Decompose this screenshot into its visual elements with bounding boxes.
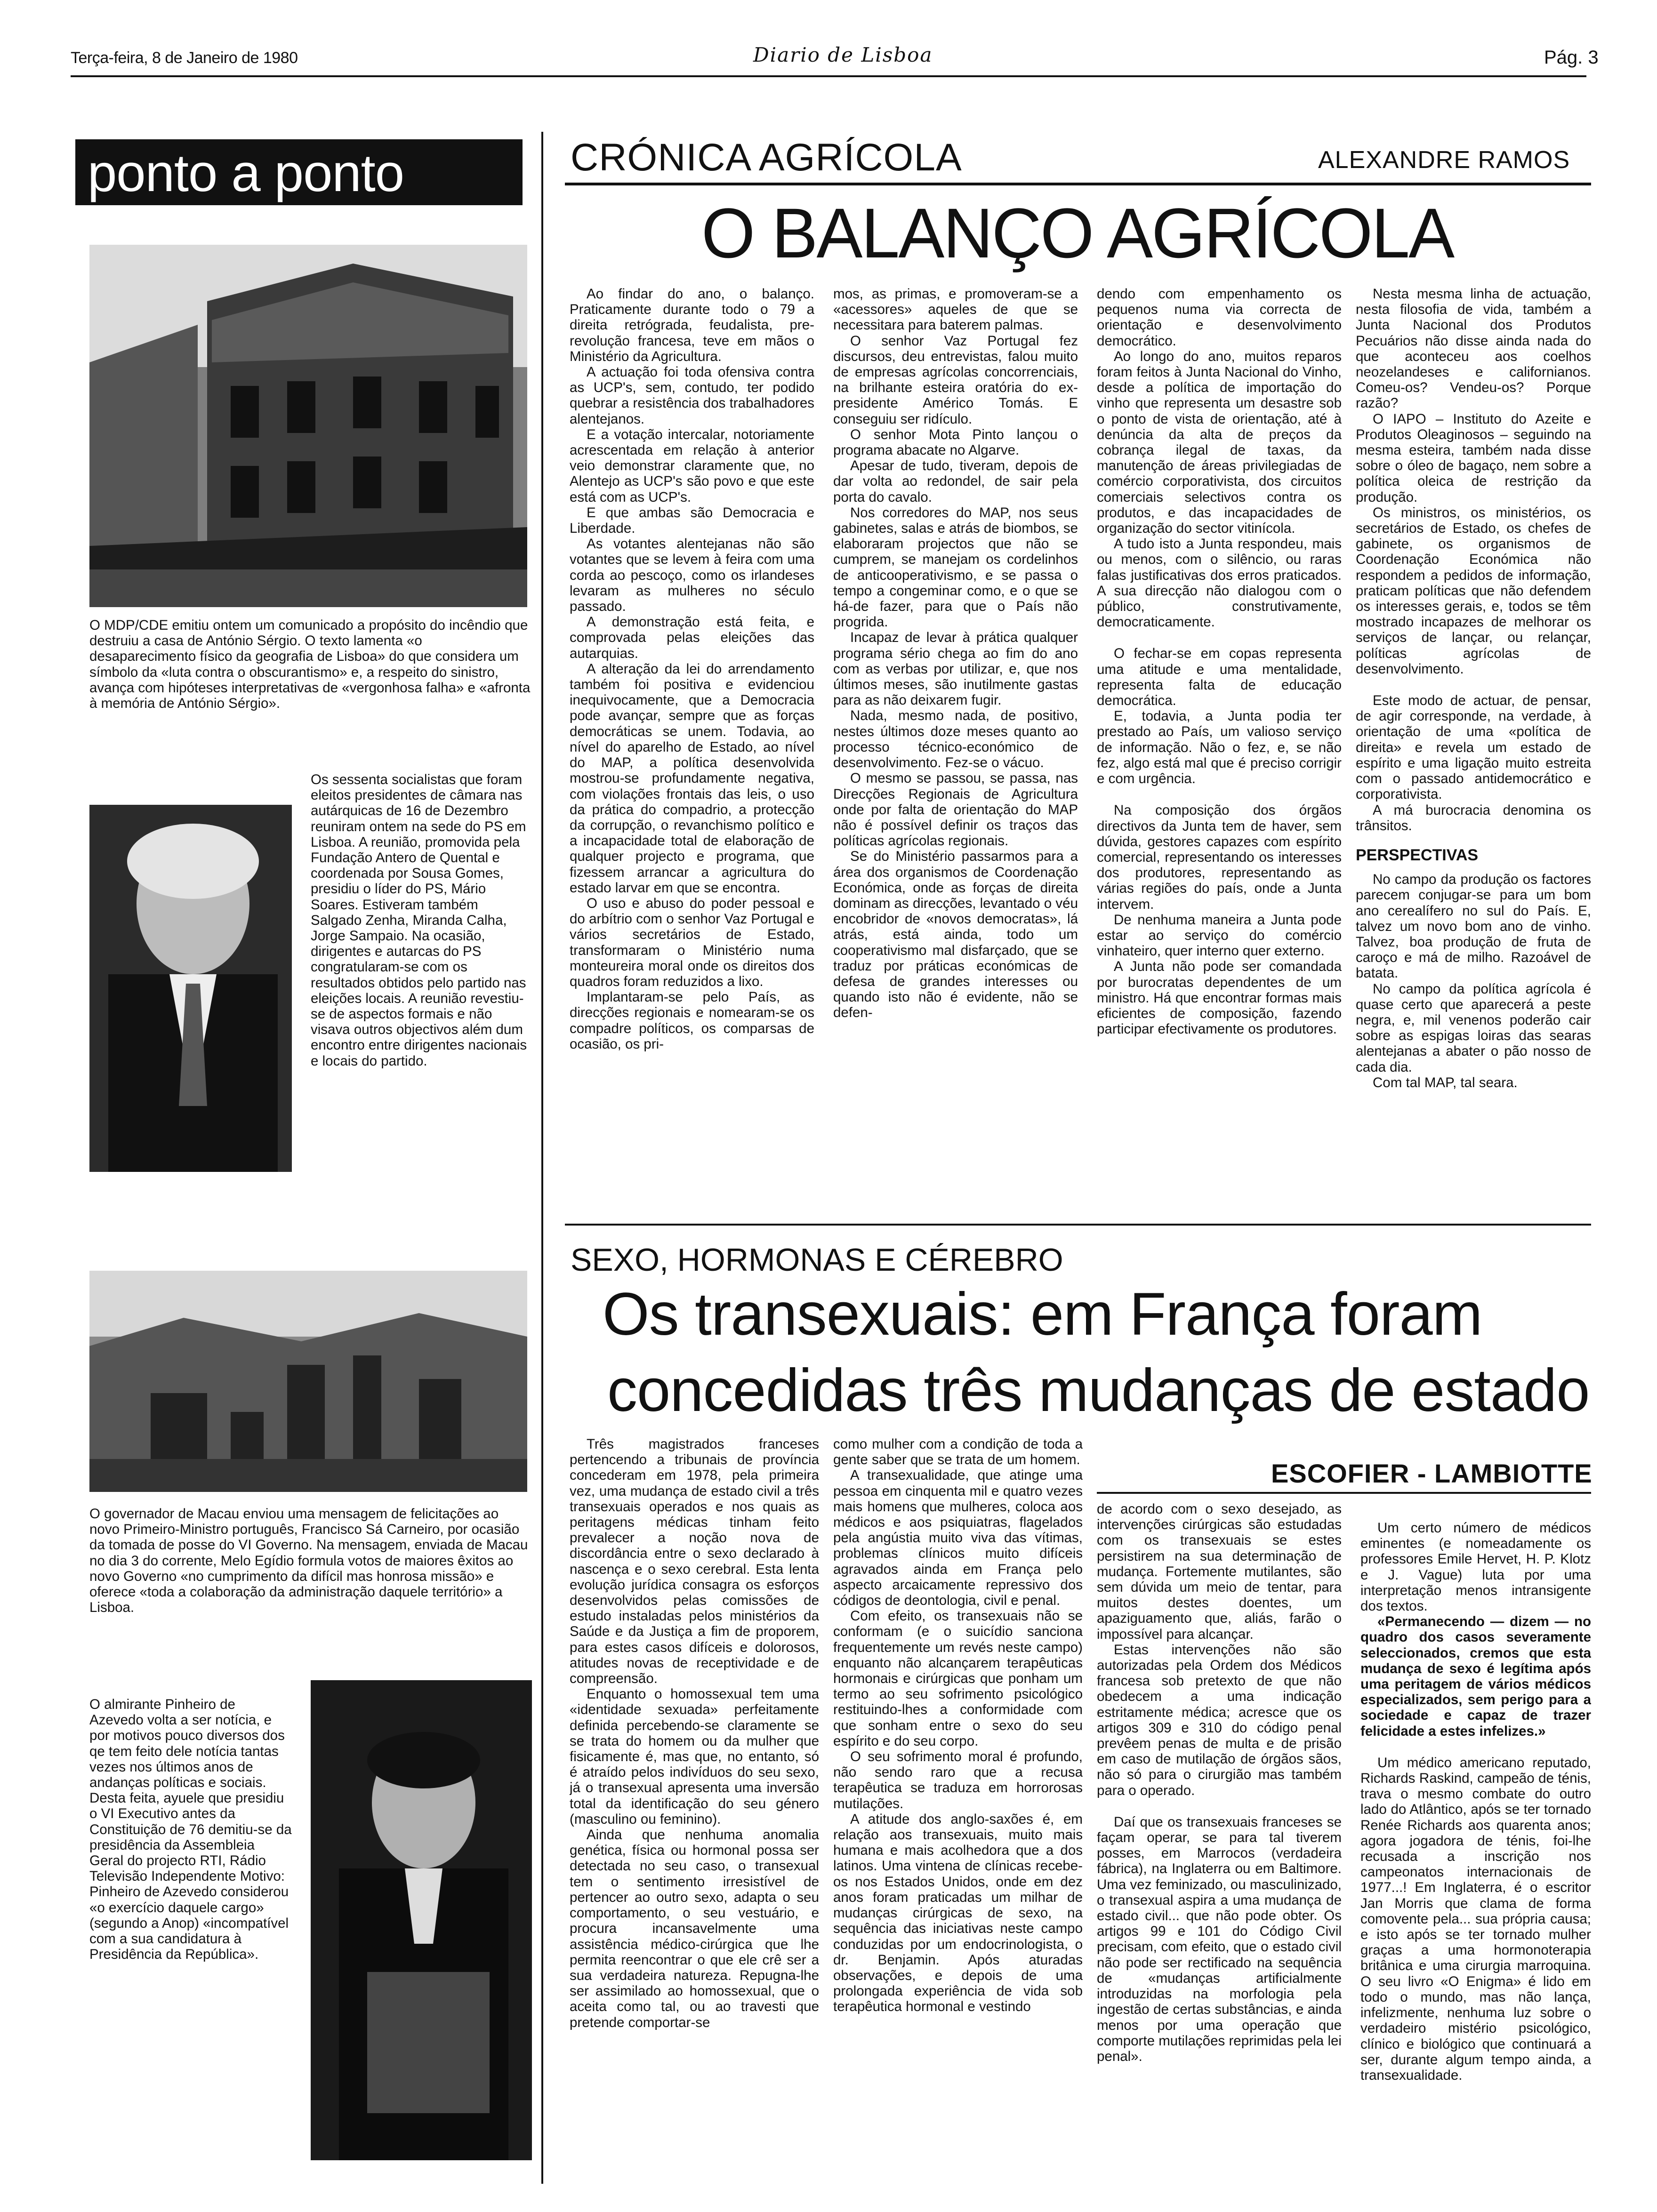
masthead-rule	[71, 75, 1586, 77]
paragraph: A alteração da lei do arrendamento também foi positiva e evidenciou inequivocamente, que a Democracia pode avançar, sempre que as forças democráticas se unem. Todavia, ao nível do aparelho de Estado, ao nível do MAP, a política desenvolvida mostrou-se profundamente negativa, com violações frontais das leis, o uso da prática do compadrio, a protecção da corrupção, o revanchismo político e a incapacidade total de elaboração de qualquer projecto e programa, que fizessem arrancar a agricultura do estado larvar em que se encontra.	[570, 661, 814, 896]
paragraph: Daí que os transexuais franceses se façam operar, se para tal tiverem posses, em Marrocos (verdadeira fábrica), na Inglaterra ou em Baltimore. Uma vez feminizado, ou masculinizado, o transexual aspira a uma mudança de estado civil... que não pode obter. Os artigos 99 e 101 do Código Civil precisam, com efeito, que o estado civil não pode ser rectificado na sequência de «mudanças artificialmente introduzidas na morfologia pela ingestão de certas substâncias, e ainda menos por uma operação que comporte mutilações reprimidas pela lei penal».	[1097, 1814, 1342, 2064]
paragraph: Enquanto o homossexual tem uma «identidade sexuada» perfeitamente definida percebendo-se claramente se se trata do homem ou da mulher que fisicamente é, mas que, no entanto, só é atraído pelos indivíduos do seu sexo, já o transexual apresenta uma inversão total da identificação do seu género (masculino ou feminino).	[570, 1686, 819, 1827]
cronica-author: ALEXANDRE RAMOS	[1318, 146, 1570, 174]
house-photo	[89, 245, 527, 607]
trans-headline-line-2: concedidas três mudanças de estado	[607, 1357, 1590, 1424]
cronica-kicker-rule	[565, 183, 1591, 185]
paragraph: O mesmo se passou, se passa, nas Direcções Regionais de Agricultura onde por falta de orientação do MAP não é possível definir os traços das políticas agrícolas regionais.	[833, 770, 1078, 849]
paragraph: A Junta não pode ser comandada por burocratas dependentes de um ministro. Há que encontrar formas mais eficientes de composição, fazendo participar efectivamente os produtores.	[1097, 959, 1342, 1037]
column-divider-left	[541, 132, 543, 2184]
paragraph: mos, as primas, e promoveram-se a «acessores» aqueles de que se necessitara para baterem palmas.	[833, 286, 1078, 333]
trans-author: ESCOFIER - LAMBIOTTE	[1271, 1459, 1593, 1488]
paragraph: Implantaram-se pelo País, as direcções regionais e nomearam-se os compadre políticos, os comparsas de ocasião, os pri-	[570, 989, 814, 1052]
paragraph: De nenhuma maneira a Junta pode estar ao serviço do comércio vinhateiro, quer interno quer externo.	[1097, 912, 1342, 959]
page-number: Pág. 3	[1544, 47, 1599, 68]
masthead-date: Terça-feira, 8 de Janeiro de 1980	[71, 49, 298, 67]
trans-column-1	[570, 1436, 819, 2175]
paragraph: Este modo de actuar, de pensar, de agir corresponde, na verdade, à orientação de uma «política de direita» e revela um estado de espírito e uma ligação muito estreita com o passado antidemocrático e corporativista.	[1356, 693, 1591, 802]
paragraph: Três magistrados franceses pertencendo a tribunais de província concederam em 1978, pela primeira vez, uma mudança de estado civil a três transexuais operados e nos quais as peritagens médicas tinham feito prevalecer a noção nova de discordância entre o sexo declarado à nascença e o sexo cerebral. Esta lenta evolução jurídica consagra os esforços desenvolvidos pelas comissões de estudo instaladas pelos ministérios da Saúde e da Justiça a fim de proporem, para estes casos difíceis e dolorosos, atitudes novas de receptividade e de compreensão.	[570, 1436, 819, 1687]
paragraph: A má burocracia denomina os trânsitos.	[1356, 802, 1591, 834]
paragraph: Ao findar do ano, o balanço. Praticamente durante todo o 79 a direita retrógrada, feudalista, pre-revolução francesa, teve em mãos o Ministério da Agricultura.	[570, 286, 814, 364]
paragraph: dendo com empenhamento os pequenos numa via correcta de orientação e desenvolvimento democrático.	[1097, 286, 1342, 349]
paragraph: Nada, mesmo nada, de positivo, nestes últimos doze meses quanto ao processo técnico-económico de desenvolvimento. Fez-se o vácuo.	[833, 708, 1078, 771]
paragraph: E, todavia, a Junta podia ter prestado ao País, um valioso serviço de informação. Não o fez, e, se não fez, algo está mal que é preciso corrigir e com urgência.	[1097, 708, 1342, 787]
paragraph: Com efeito, os transexuais não se conformam (e o suicídio sanciona frequentemente um revés neste campo) enquanto não alcançarem terapêuticas hormonais e cirúrgicas que ponham um termo ao seu sofrimento psicológico restituindo-lhes a conformidade com que sonham entre o sexo do seu espírito e do seu corpo.	[833, 1608, 1083, 1749]
trans-kicker: SEXO, HORMONAS E CÉREBRO	[571, 1242, 1063, 1278]
ponto-header-title: ponto a ponto	[88, 144, 404, 202]
macau-photo	[89, 1271, 527, 1492]
paragraph: No campo da produção os factores parecem conjugar-se para um bom ano cerealífero no sul do País. E, talvez um novo bom ano de vinho. Talvez, boa produção de fruta de caroço e má de milho. Razoável de batata.	[1356, 872, 1591, 981]
paragraph: Os ministros, os ministérios, os secretários de Estado, os chefes de gabinete, os organismos de Coordenação Económica não respondem a pedidos de informação, praticam políticas que não defendem os interesses gerais, e, todos se têm mostrado incapazes de melhorar os serviços de lançar, ou relançar, políticas agrícolas de desenvolvimento.	[1356, 505, 1591, 677]
cronica-kicker: CRÓNICA AGRÍCOLA	[571, 136, 962, 179]
paragraph: Apesar de tudo, tiveram, depois de dar volta ao redondel, de sair pela porta do cavalo.	[833, 458, 1078, 505]
ponto-header-box	[75, 139, 523, 205]
paragraph: Um certo número de médicos eminentes (e nomeadamente os professores Emile Hervet, H. P. Klotz e J. Vague) luta por uma interpretação menos intransigente dos textos.	[1360, 1520, 1591, 1614]
paragraph: O fechar-se em copas representa uma atitude e uma mentalidade, representa falta de educação democrática.	[1097, 646, 1342, 709]
trans-author-rule	[1097, 1492, 1591, 1494]
cronica-column-4	[1356, 286, 1591, 1232]
paragraph: Nos corredores do MAP, nos seus gabinetes, salas e atrás de biombos, se elaboraram projectos que não se cumprem, se manejam os cordelinhos de anticooperativismo, e se passa o tempo a congeminar como, e o que se há-de fazer, para que o País não progrida.	[833, 505, 1078, 630]
trans-column-2	[833, 1436, 1083, 2175]
perspectivas-subhead: PERSPECTIVAS	[1356, 846, 1479, 864]
paragraph: A actuação foi toda ofensiva contra as UCP's, sem, contudo, ter podido quebrar a resistência dos trabalhadores alentejanos.	[570, 364, 814, 427]
ponto-caption-1: O MDP/CDE emitiu ontem um comunicado a propósito do incêndio que destruiu a casa de António Sérgio. O texto lamenta «o desaparecimento físico da geografia de Lisboa» do que considera um símbolo da «luta contra o obscurantismo» e, a respeito do sinistro, avança com hipóteses interpretativas de «vergonhosa falha» e «afronta à memória de António Sérgio».	[89, 617, 531, 712]
paragraph: Se do Ministério passarmos para a área dos organismos de Coordenação Económica, onde as forças de direita dominam as direcções, levantado o véu encobridor de «novos democratas», lá atrás, está ainda, todo um cooperativismo mal disfarçado, que se traduz por práticas económicas de defesa de grandes interesses ou quando isto não é evidente, não se defen-	[833, 849, 1078, 1021]
paragraph: Ainda que nenhuma anomalia genética, física ou hormonal possa ser detectada no seu caso, o transexual tem o sentimento irresistível de pertencer ao outro sexo, adapta o seu comportamento, o seu vestuário, e procura incansavelmente uma assistência médico-cirúrgica que lhe permita reencontrar o que ele crê ser a sua verdadeira natureza. Repugna-lhe ser assimilado ao homossexual, que o aceita como tal, ou ao travesti que pretende comportar-se	[570, 1827, 819, 2030]
paragraph: Ao longo do ano, muitos reparos foram feitos à Junta Nacional do Vinho, desde a política de importação do vinho que representa um desastre sob o ponto de vista de orientação, até à denúncia da alta de preços da cobrança ilegal de taxas, da manutenção de áreas privilegiadas de comércio corporativista, dos circuitos comerciais selectivos contra os produtos, e das incapacidades de organização do sector vitinícola.	[1097, 348, 1342, 537]
paragraph: As votantes alentejanas não são votantes que se levem à feira com uma corda ao pescoço, como os irlandeses levaram as mulheres no século passado.	[570, 536, 814, 615]
paragraph: E a votação intercalar, notoriamente acrescentada em relação à anterior veio demonstrar claramente que, no Alentejo as UCP's são povo e que este está com as UCP's.	[570, 426, 814, 505]
ponto-caption-2: Os sessenta socialistas que foram eleitos presidentes de câmara nas autárquicas de 16 de Dezembro reuniram ontem na sede do PS em Lisboa. A reunião, promovida pela Fundação Antero de Quental e coordenada por Sousa Gomes, presidiu o líder do PS, Mário Soares. Estiveram também Salgado Zenha, Miranda Calha, Jorge Sampaio. Na ocasião, dirigentes e autarcas do PS congratularam-se com os resultados obtidos pelo partido nas eleições locais. A reunião revestiu-se de aspectos formais e não visava outros objectivos além dum encontro entre dirigentes nacionais e locais do partido.	[311, 772, 527, 1069]
pinheiro-azevedo-photo	[311, 1680, 532, 2160]
trans-column-3	[1097, 1501, 1342, 2174]
ponto-caption-3: O governador de Macau enviou uma mensagem de felicitações ao novo Primeiro-Ministro português, Francisco Sá Carneiro, por ocasião da tomada de posse do VI Governo. Na mensagem, enviada de Macau no dia 3 do corrente, Melo Egídio formula votos de maiores êxitos ao novo Governo «no cumprimento da difícil mas honrosa missão» e oferece «toda a colaboração da administração daquele território» a Lisboa.	[89, 1506, 528, 1616]
paragraph: A demonstração está feita, e comprovada pelas eleições das autarquias.	[570, 614, 814, 661]
paragraph: Estas intervenções não são autorizadas pela Ordem dos Médicos francesa sob pretexto de que não obedecem a uma indicação estritamente médica; acresce que os artigos 309 e 310 do código penal prevêem penas de multa e de prisão em caso de mutilação de órgãos sãos, não só para o cirurgião mas também para o operado.	[1097, 1642, 1342, 1798]
paragraph: como mulher com a condição de toda a gente saber que se trata de um homem.	[833, 1436, 1083, 1468]
paragraph: E que ambas são Democracia e Liberdade.	[570, 505, 814, 537]
paragraph: O seu sofrimento moral é profundo, não sendo raro que a recusa terapêutica se traduza em horrorosas mutilações.	[833, 1749, 1083, 1811]
trans-headline-line-1: Os transexuais: em França foram	[603, 1281, 1482, 1348]
trans-column-4	[1360, 1520, 1591, 2174]
paragraph: Com tal MAP, tal seara.	[1373, 1074, 1518, 1090]
paragraph: Na composição dos órgãos directivos da Junta tem de haver, sem dúvida, gestores capazes com espírito comercial, representando os interesses dos produtores, representando as várias regiões do país, onde a Junta intervem.	[1097, 802, 1342, 912]
paragraph: Incapaz de levar à prática qualquer programa sério chega ao fim do ano com as verbas por utilizar, e, que nos últimos meses, são inutilmente gastas para as não deixarem fugir.	[833, 630, 1078, 708]
paragraph: O senhor Vaz Portugal fez discursos, deu entrevistas, falou muito de empresas agrícolas concorrenciais, na brilhante esteira oratória do ex-presidente Américo Tomás. E conseguiu ser ridículo.	[833, 333, 1078, 427]
section-divider	[565, 1224, 1591, 1226]
cronica-column-2	[833, 286, 1078, 1232]
ponto-caption-4: O almirante Pinheiro de Azevedo volta a ser notícia, e por motivos pouco diversos dos qe tem feito dele notícia tantas vezes nos últimos anos de andanças políticas e sociais. Desta feita, ayuele que presidiu o VI Executivo antes da Constituição de 76 demitiu-se da presidência da Assembleia Geral do projecto RTI, Rádio Televisão Independente Motivo: Pinheiro de Azevedo considerou «o exercício daquele cargo» (segundo a Anop) «incompatível com a sua candidatura à Presidência da República».	[89, 1697, 292, 1963]
paragraph: O IAPO – Instituto do Azeite e Produtos Oleaginosos – seguindo na mesma esteira, também nada disse sobre o óleo de bagaço, nem sobre a política oleica de restrição da produção.	[1356, 411, 1591, 505]
cronica-column-3	[1097, 286, 1342, 1232]
paragraph: A transexualidade, que atinge uma pessoa em cinquenta mil e quatro vezes mais homens que mulheres, coloca aos médicos e aos psiquiatras, flagelados pela angústia muito viva das vítimas, problemas clínicos muito difíceis agravados ainda em França pelo aspecto arcaicamente repressivo dos códigos de deontologia, civil e penal.	[833, 1467, 1083, 1609]
cronica-column-1	[570, 286, 814, 1232]
paragraph: de acordo com o sexo desejado, as intervenções cirúrgicas são estudadas com os transexuais se estes persistirem na sua determinação de mudança. Fortemente mutilantes, são sem dúvida um meio de tentar, para muitos destes doentes, um apaziguamento que, aliás, farão o impossível para alcançar.	[1097, 1501, 1342, 1642]
paragraph: Um médico americano reputado, Richards Raskind, campeão de ténis, trava o mesmo combate do outro lado do Atlântico, após se ter tornado Renée Richards aos quarenta anos; agora jogadora de ténis, foi-lhe recusada a inscrição nos campeonatos internacionais de 1977...! Em Inglaterra, é o escritor Jan Morris que clama de forma comovente pela... sua própria causa; e isto após se ter tornado mulher graças a uma hormonoterapia britânica e uma cirurgia marroquina. O seu livro «O Enigma» é lido em todo o mundo, mas não lança, infelizmente, nenhuma luz sobre o verdadeiro mistério psicológico, clínico e biológico que continuará a ser, durante algum tempo ainda, a transexualidade.	[1360, 1755, 1591, 2083]
house-photo-image	[89, 245, 527, 607]
paragraph: O senhor Mota Pinto lançou o programa abacate no Algarve.	[833, 426, 1078, 458]
masthead-paper-title: Diario de Lisboa	[753, 43, 933, 66]
quote-paragraph: «Permanecendo — dizem — no quadro dos casos severamente seleccionados, cremos que esta mudança de sexo é legítima após uma peritagem de vários médicos especializados, sem perigo para a sociedade e capaz de trazer felicidade a estes infelizes.»	[1360, 1614, 1591, 1739]
cronica-headline: O BALANÇO AGRÍCOLA	[701, 193, 1454, 272]
paragraph: A tudo isto a Junta respondeu, mais ou menos, com o silêncio, ou raras falas justificativas dos erros praticados. A sua direcção não dialogou com o público, construtivamente, democraticamente.	[1097, 536, 1342, 630]
paragraph: A atitude dos anglo-saxões é, em relação aos transexuais, muito mais humana e mais acolhedora que a dos latinos. Uma vintena de clínicas recebe-os nos Estados Unidos, onde em dez anos foram praticadas um milhar de mudanças cirúrgicas de sexo, na sequência das iniciativas neste campo conduzidas por um endocrinologista, o dr. Benjamin. Após aturadas observações, e depois de uma prolongada experiência de vida sob terapêutica hormonal e vestindo	[833, 1811, 1083, 2015]
paragraph: No campo da política agrícola é quase certo que aparecerá a peste negra, e, mil venenos poderão cair sobre as espigas loiras das searas alentejanas a abater o pão nosso de cada dia.	[1356, 981, 1591, 1075]
soares-photo	[89, 805, 292, 1172]
paragraph: Nesta mesma linha de actuação, nesta filosofia de vida, também a Junta Nacional dos Produtos Pecuários não disse ainda nada do que aconteceu aos coelhos neozelandeses e californianos. Comeu-os? Vendeu-os? Porque razão?	[1356, 286, 1591, 411]
paragraph: O uso e abuso do poder pessoal e do arbítrio com o senhor Vaz Portugal e vários secretários de Estado, transformaram o Ministério numa monteureira moral onde os direitos dos quadros foram reduzidos a lixo.	[570, 895, 814, 989]
